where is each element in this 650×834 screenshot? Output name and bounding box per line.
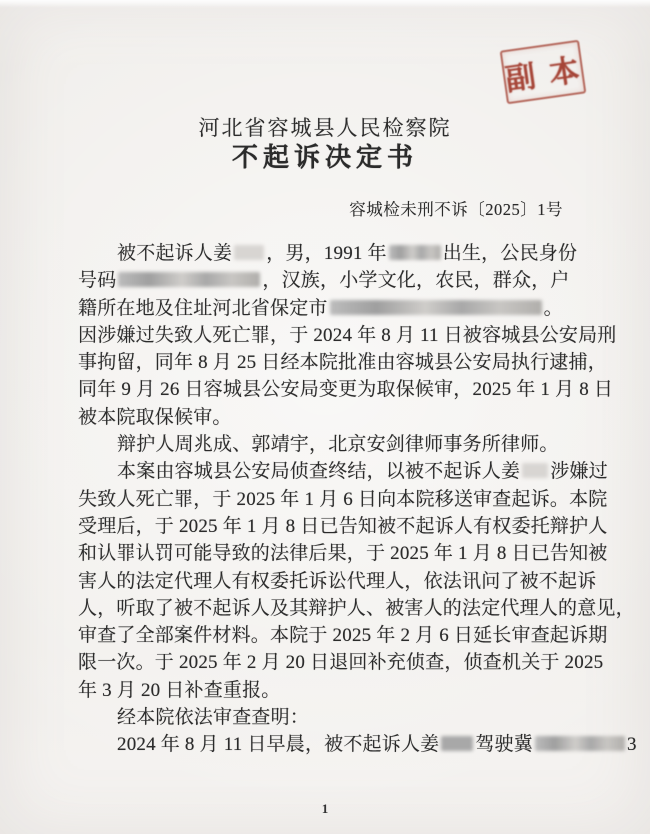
page-number: 1 [321, 801, 329, 816]
text-segment: 籍所在地及住址河北省保定市 [78, 297, 328, 319]
text-segment: 被本院取保候审。 [78, 406, 232, 428]
text-segment: 。 [543, 297, 563, 319]
text-segment: 2024 年 8 月 11 日早晨，被不起诉人姜 [117, 734, 440, 756]
document-line [78, 513, 608, 540]
copy-stamp-label: 副本 [503, 52, 596, 98]
text-segment: 审查了全部案件材料。本院于 2025 年 2 月 6 日延长审查起诉期 [78, 625, 608, 647]
text-segment: 受理后，于 2025 年 1 月 8 日已告知被不起诉人有权委托辩护人 [78, 515, 608, 537]
document-line [78, 486, 608, 513]
document-number: 容城检未刑不诉〔2025〕1号 [349, 200, 563, 219]
issuing-authority-title: 河北省容城县人民检察院 [198, 116, 452, 140]
text-segment: 因涉嫌过失致人死亡罪，于 2024 年 8 月 11 日被容城县公安局刑 [78, 324, 617, 346]
text-segment: 同年 9 月 26 日容城县公安局变更为取保候审，2025 年 1 月 8 日 [78, 379, 614, 401]
redaction-block [389, 245, 441, 260]
document-line [78, 704, 580, 731]
text-segment: 经本院依法审查查明： [117, 707, 310, 729]
document-line [78, 267, 580, 294]
text-segment: 限一次。于 2025 年 2 月 20 日退回补充侦查，侦查机关于 2025 [78, 652, 604, 674]
text-segment: 年 3 月 20 日补查重报。 [78, 679, 281, 701]
redaction-block [118, 272, 260, 287]
document-line [78, 677, 580, 704]
redaction-block [522, 463, 548, 478]
document-line [78, 649, 604, 676]
text-segment: 人，听取了被不起诉人及其辩护人、被害人的法定代理人的意见， [78, 597, 635, 619]
photo-top-edge [0, 0, 650, 7]
text-segment: 出生，公民身份 [442, 243, 578, 264]
document-line [78, 540, 608, 567]
text-segment: 号码 [78, 270, 117, 292]
text-segment: 本案由容城县公安局侦查终结，以被不起诉人姜 [117, 461, 521, 483]
document-line [78, 376, 614, 403]
document-line [78, 568, 597, 595]
document-line [78, 595, 635, 622]
document-body [78, 240, 637, 759]
document-line [78, 404, 580, 431]
document-line [78, 349, 607, 376]
text-segment: 涉嫌过 [550, 461, 608, 483]
document-line [78, 431, 580, 458]
document-line [78, 622, 608, 649]
text-segment: 驾驶冀 [475, 734, 533, 756]
text-segment: 事拘留，同年 8 月 25 日经本院批准由容城县公安局执行逮捕， [78, 352, 607, 374]
text-segment: 辩护人周兆成、郭靖宇，北京安剑律师事务所律师。 [117, 434, 559, 456]
document-title: 不起诉决定书 [231, 143, 418, 172]
text-segment: 和认罪认罚可能导致的法律后果，于 2025 年 1 月 8 日已告知被 [78, 543, 608, 565]
text-segment: ，汉族，小学文化，农民，群众，户 [262, 270, 570, 292]
text-segment: ，男，1991 年 [266, 243, 387, 264]
document-line [78, 295, 580, 322]
text-segment: 害人的法定代理人有权委托诉讼代理人，依法讯问了被不起诉 [78, 570, 597, 592]
redaction-block [441, 736, 473, 751]
redaction-block [330, 300, 542, 315]
document-line [78, 240, 580, 267]
document-line [78, 731, 637, 758]
document-line [78, 458, 608, 485]
redaction-block [535, 736, 625, 751]
text-segment: 失致人死亡罪，于 2025 年 1 月 6 日向本院移送审查起诉。本院 [78, 488, 608, 510]
text-segment: 被不起诉人姜 [117, 243, 233, 264]
redaction-block [234, 245, 264, 260]
copy-stamp [500, 40, 596, 105]
document-line [78, 322, 617, 349]
text-segment: 3 [626, 734, 637, 756]
